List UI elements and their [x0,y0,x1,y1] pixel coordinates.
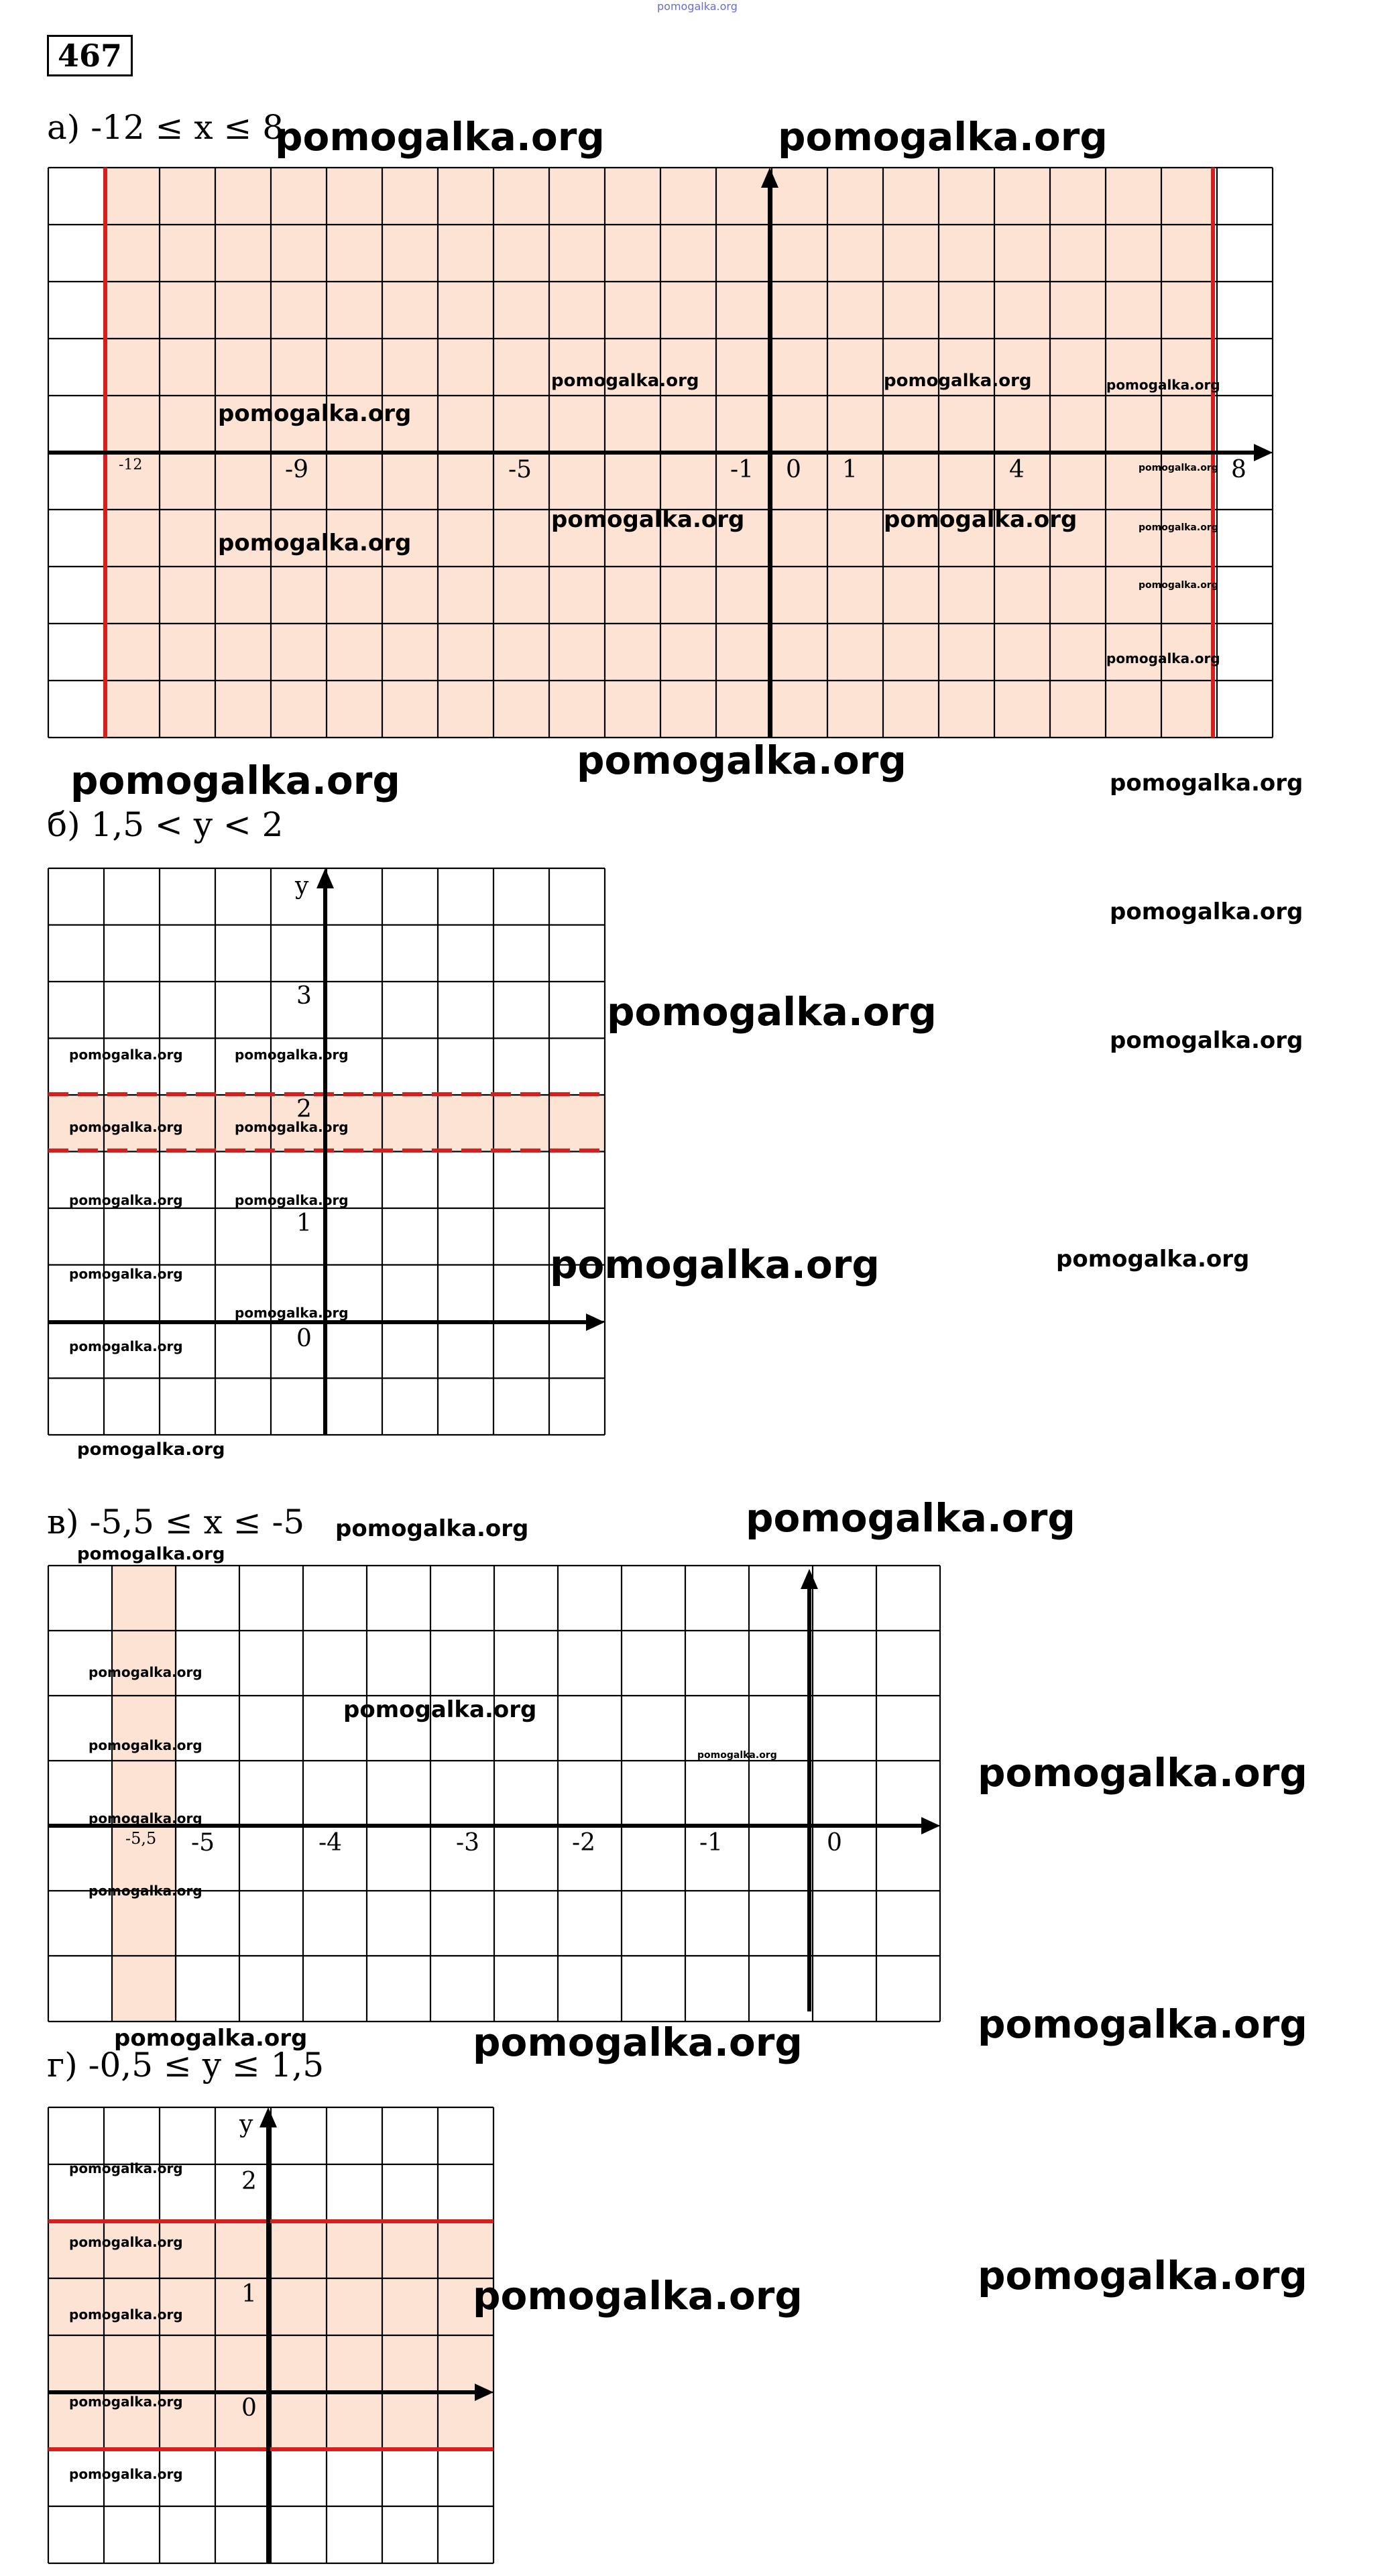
watermark: pomogalka.org [473,2019,803,2065]
part-c-grid [48,1566,940,2022]
part-c-tick-label: -3 [456,1829,480,1857]
watermark: pomogalka.org [884,506,1078,533]
watermark: pomogalka.org [218,530,412,557]
part-a-x-axis-arrow [1254,444,1273,461]
part-c-tick-label: 0 [827,1829,842,1857]
watermark: pomogalka.org [235,1119,349,1135]
part-d-graph [0,2085,536,2576]
part-c-tick-label: -5 [191,1829,215,1857]
watermark: pomogalka.org [275,114,605,160]
watermark: pomogalka.org [1106,650,1220,666]
watermark: pomogalka.org [235,1192,349,1208]
watermark: pomogalka.org [89,1810,202,1826]
part-b-heading: б) 1,5 < y < 2 [47,805,284,844]
part-b-tick-label: 1 [296,1210,312,1237]
part-b-axis-label: y [295,872,309,900]
watermark: pomogalka.org [77,1440,225,1460]
watermark: pomogalka.org [69,1338,183,1354]
watermark: pomogalka.org [235,1047,349,1063]
watermark: pomogalka.org [551,506,745,533]
part-a-tick-label: -1 [730,456,754,483]
part-c-x-axis-arrow [921,1817,940,1834]
watermark: pomogalka.org [1106,377,1220,393]
watermark: pomogalka.org [235,1305,349,1321]
part-d-axis-label: y [239,2111,253,2138]
watermark: pomogalka.org [978,2001,1307,2047]
watermark: pomogalka.org [1056,1246,1250,1273]
part-b-graph [0,838,671,1455]
watermark: pomogalka.org [978,2253,1307,2298]
watermark: pomogalka.org [884,371,1032,391]
watermark: pomogalka.org [69,2160,183,2176]
part-b-y-axis-arrow [316,868,334,888]
watermark: pomogalka.org [577,738,907,783]
watermark: pomogalka.org [114,2025,308,2052]
part-c-tick-label: -4 [318,1829,343,1857]
part-a-tick-label: 1 [842,456,858,483]
part-c-tick-label: -5,5 [125,1829,157,1848]
part-b-tick-label: 3 [296,982,312,1010]
part-a-tick-label: -12 [119,457,143,473]
watermark: pomogalka.org [69,2466,183,2482]
watermark: pomogalka.org [550,1242,880,1287]
watermark: pomogalka.org [69,1266,183,1282]
watermark: pomogalka.org [218,400,412,427]
part-c-heading: в) -5,5 ≤ x ≤ -5 [47,1503,305,1541]
part-d-tick-label: 0 [241,2394,257,2422]
part-a-tick-label: 0 [786,456,801,483]
watermark: pomogalka.org [343,1696,537,1723]
part-a-tick-label: -5 [508,456,532,483]
watermark: pomogalka.org [473,2273,803,2319]
watermark: pomogalka.org [69,2234,183,2250]
watermark: pomogalka.org [89,1883,202,1899]
watermark: pomogalka.org [1139,580,1218,591]
part-c-tick-label: -2 [572,1829,596,1857]
watermark: pomogalka.org [1139,463,1218,473]
part-a-heading: а) -12 ≤ x ≤ 8 [47,108,284,147]
part-d-tick-label: 2 [241,2168,257,2195]
part-a-tick-label: -9 [285,456,309,483]
part-d-heading: г) -0,5 ≤ y ≤ 1,5 [47,2046,325,2085]
exercise-number: 467 [47,35,133,76]
part-a-tick-label: 4 [1009,456,1025,483]
watermark: pomogalka.org [69,2394,183,2410]
watermark: pomogalka.org [69,1047,183,1063]
watermark: pomogalka.org [551,371,699,391]
watermark: pomogalka.org [69,1119,183,1135]
part-b-tick-label: 2 [296,1096,312,1123]
watermark: pomogalka.org [746,1495,1075,1541]
watermark: pomogalka.org [978,1750,1307,1796]
part-c-y-axis-arrow [801,1569,818,1589]
watermark: pomogalka.org [335,1515,529,1542]
watermark: pomogalka.org [1110,770,1303,797]
part-d-y-axis-arrow [259,2107,277,2127]
part-d-tick-label: 1 [241,2280,257,2308]
watermark: pomogalka.org [89,1737,202,1753]
watermark: pomogalka.org [778,114,1108,160]
watermark: pomogalka.org [1110,898,1303,925]
watermark: pomogalka.org [1139,522,1218,533]
part-c-shaded-region [112,1566,177,2022]
top-watermark: pomogalka.org [657,0,738,13]
watermark: pomogalka.org [69,2306,183,2323]
watermark: pomogalka.org [607,989,937,1035]
part-c-tick-label: -1 [699,1829,723,1857]
watermark: pomogalka.org [77,1544,225,1564]
part-b-x-axis-arrow [586,1313,605,1331]
watermark: pomogalka.org [69,1192,183,1208]
watermark: pomogalka.org [89,1664,202,1680]
watermark: pomogalka.org [70,758,400,803]
part-a-tick-label: 8 [1231,456,1246,483]
part-b-tick-label: 0 [296,1325,312,1352]
part-c-graph [0,1542,972,2038]
watermark: pomogalka.org [1110,1027,1303,1054]
watermark: pomogalka.org [697,1750,777,1761]
